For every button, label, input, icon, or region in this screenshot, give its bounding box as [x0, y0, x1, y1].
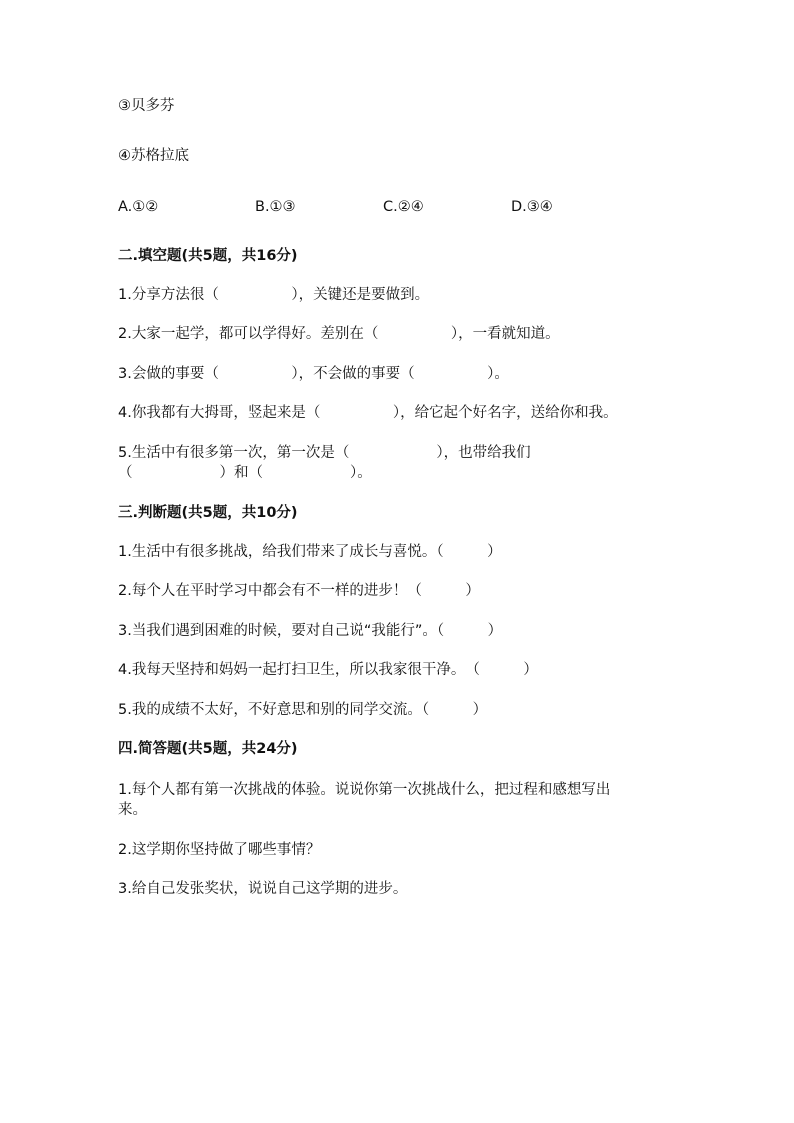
- short-answer-q3: 3.给自己发张奖状，说说自己这学期的进步。: [118, 881, 408, 897]
- choice-b: B.①③: [255, 199, 296, 215]
- fill-blank-q5-line2: （ ）和（ ）。: [118, 465, 372, 481]
- option-item-3: ③贝多芬: [118, 98, 175, 114]
- option-item-4: ④苏格拉底: [118, 148, 189, 164]
- short-answer-q1-line2: 来。: [118, 802, 147, 818]
- fill-blank-q1: 1.分享方法很（ ），关键还是要做到。: [118, 287, 430, 303]
- true-false-q1: 1.生活中有很多挑战，给我们带来了成长与喜悦。（ ）: [118, 544, 502, 560]
- fill-blank-q2: 2.大家一起学，都可以学得好。差别在（ ），一看就知道。: [118, 326, 560, 342]
- choice-c: C.②④: [383, 199, 424, 215]
- section-true-false-title: 三.判断题(共5题，共10分): [118, 505, 298, 521]
- short-answer-q2: 2.这学期你坚持做了哪些事情？: [118, 842, 321, 858]
- fill-blank-q4: 4.你我都有大拇哥，竖起来是（ ），给它起个好名字，送给你和我。: [118, 405, 618, 421]
- section-fill-blank-title: 二.填空题(共5题，共16分): [118, 248, 298, 264]
- short-answer-q1-line1: 1.每个人都有第一次挑战的体验。说说你第一次挑战什么，把过程和感想写出: [118, 782, 611, 798]
- choice-a: A.①②: [118, 199, 159, 215]
- choice-d: D.③④: [511, 199, 553, 215]
- true-false-q4: 4.我每天坚持和妈妈一起打扫卫生，所以我家很干净。 （ ）: [118, 662, 538, 678]
- true-false-q2: 2.每个人在平时学习中都会有不一样的进步！（ ）: [118, 583, 480, 599]
- true-false-q5: 5.我的成绩不太好，不好意思和别的同学交流。（ ）: [118, 702, 488, 718]
- fill-blank-q5-line1: 5.生活中有很多第一次，第一次是（ ），也带给我们: [118, 445, 531, 461]
- fill-blank-q3: 3.会做的事要（ ），不会做的事要（ ）。: [118, 366, 509, 382]
- section-short-answer-title: 四.简答题(共5题，共24分): [118, 741, 298, 757]
- true-false-q3: 3.当我们遇到困难的时候，要对自己说“我能行”。（ ）: [118, 623, 503, 639]
